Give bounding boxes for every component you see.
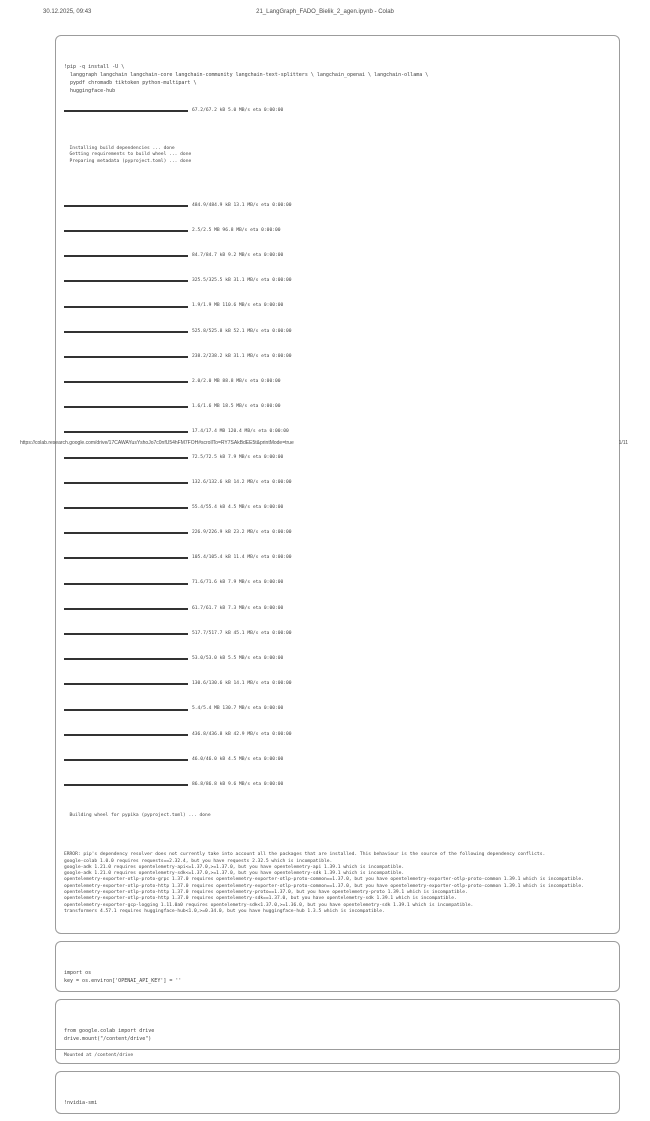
- progress-bar-row: [64, 253, 611, 259]
- progress-bar-row: [64, 203, 611, 209]
- progress-bar-row: [64, 480, 611, 486]
- pip-error-line: ERROR: pip's dependency resolver does not currently take into account all the packages that are installed. This behaviour is the source of the following dependency conflicts.: [64, 852, 546, 858]
- progress-bar: [64, 608, 188, 610]
- progress-text: 525.8/525.8 kB 52.1 MB/s eta 0:00:00: [192, 328, 292, 334]
- drive-mount-output: Mounted at /content/drive: [56, 1049, 619, 1063]
- progress-text: 238.2/238.2 kB 31.1 MB/s eta 0:00:00: [192, 353, 292, 359]
- progress-text: 517.7/517.7 kB 45.1 MB/s eta 0:00:00: [192, 630, 292, 636]
- pip-error-block: [64, 833, 611, 915]
- progress-bar: [64, 457, 188, 459]
- progress-bar-row: [64, 606, 611, 612]
- footer-url: https://colab.research.google.com/drive/17CAWAYusYshoJo7c0nfU54hFM7FOH#scrollTo=RY7SAkBdEE5t&printMode=true: [20, 440, 294, 446]
- progress-bar-row: [64, 530, 611, 536]
- progress-text: 484.9/484.9 kB 13.1 MB/s eta 0:00:00: [192, 202, 292, 208]
- code-line: pypdf chromadb tiktoken python-multipart \: [64, 79, 197, 86]
- progress-text: 61.7/61.7 kB 7.3 MB/s eta 0:00:00: [192, 605, 284, 611]
- progress-text: 46.0/46.0 kB 4.5 MB/s eta 0:00:00: [192, 756, 284, 762]
- progress-text: 71.6/71.6 kB 7.9 MB/s eta 0:00:00: [192, 580, 284, 586]
- progress-text: 84.7/84.7 kB 9.2 MB/s eta 0:00:00: [192, 253, 284, 258]
- progress-bar: [64, 205, 188, 207]
- progress-text: 1.6/1.6 MB 18.5 MB/s eta 0:00:00: [192, 404, 281, 410]
- progress-bar-row: [64, 505, 611, 511]
- progress-bar-row: [64, 631, 611, 637]
- pip-error-line: google-adk 1.21.0 requires opentelemetry-sdk<=1.37.0,>=1.37.0, but you have opentelemetry-sdk 1.39.1 which is incompatible.: [64, 871, 405, 877]
- progress-bar-row: [64, 757, 611, 763]
- code-line: import os: [64, 970, 92, 977]
- pip-output: [64, 96, 611, 928]
- code-line: langgraph langchain langchain-core langchain-community langchain-text-splitters \ langchain_openai \ langchain-ollama \: [64, 72, 429, 79]
- progress-bar-row: [64, 455, 611, 461]
- env-code: [64, 947, 611, 986]
- pip-error-line: google-colab 1.0.0 requires requests==2.32.4, but you have requests 2.32.5 which is incompatible.: [64, 858, 333, 864]
- progress-bar-row: [64, 404, 611, 410]
- pip-status-line: Getting requirements to build wheel ... done: [64, 152, 192, 158]
- progress-bar: [64, 683, 188, 685]
- code-cell-nvidia-smi: [55, 1071, 620, 1114]
- download-progress-list: [64, 177, 611, 800]
- progress-bar: [64, 557, 188, 559]
- progress-bar-row: [64, 580, 611, 586]
- progress-text: 55.4/55.4 kB 4.5 MB/s eta 0:00:00: [192, 504, 284, 510]
- progress-bar: [64, 709, 188, 711]
- code-line: drive.mount("/content/drive"): [64, 1035, 152, 1042]
- print-footer: [20, 440, 628, 446]
- pip-error-line: opentelemetry-exporter-otlp-proto-http 1.37.0 requires opentelemetry-exporter-otlp-proto-common==1.37.0, but you have opentelemetry-exporter-otlp-proto-common 1.39.1 which is incompatible.: [64, 883, 584, 889]
- progress-bar: [64, 507, 188, 509]
- progress-bar: [64, 583, 188, 585]
- progress-bar: [64, 406, 188, 408]
- progress-text: 325.5/325.5 kB 31.1 MB/s eta 0:00:00: [192, 278, 292, 284]
- progress-text: 1.9/1.9 MB 110.6 MB/s eta 0:00:00: [192, 303, 284, 309]
- progress-bar: [64, 734, 188, 736]
- progress-bar: [64, 381, 188, 383]
- pip-status-line: Preparing metadata (pyproject.toml) ... done: [64, 158, 192, 164]
- progress-bar-row: [64, 429, 611, 435]
- progress-bar: [64, 230, 188, 232]
- progress-bar-row: [64, 354, 611, 360]
- progress-text: 226.9/226.9 kB 23.2 MB/s eta 0:00:00: [192, 530, 292, 536]
- progress-bar: [64, 784, 188, 786]
- pip-status-lines: [64, 127, 611, 165]
- footer-page-number: 1/11: [618, 440, 628, 446]
- code-line: huggingface-hub: [64, 87, 116, 94]
- progress-bar: [64, 482, 188, 484]
- pip-status-line: Installing build dependencies ... done: [64, 145, 175, 151]
- progress-text: 130.6/130.6 kB 14.1 MB/s eta 0:00:00: [192, 681, 292, 687]
- progress-bar-row: [64, 656, 611, 662]
- notebook-page: [55, 35, 620, 1121]
- progress-bar-row: [64, 303, 611, 309]
- progress-bar-row: [64, 555, 611, 561]
- progress-bar: [64, 532, 188, 534]
- progress-bar: [64, 110, 188, 112]
- progress-text: 2.0/2.0 MB 88.8 MB/s eta 0:00:00: [192, 378, 281, 384]
- code-cell-env: [55, 941, 620, 992]
- progress-text: 72.5/72.5 kB 7.9 MB/s eta 0:00:00: [192, 454, 284, 460]
- progress-text: 436.8/436.8 kB 42.9 MB/s eta 0:00:00: [192, 731, 292, 737]
- code-cell-drive-mount: [55, 999, 620, 1064]
- progress-bar-row: [64, 379, 611, 385]
- print-title: 21_LangGraph_FADO_Bielik_2_agen.ipynb - Colab: [256, 9, 394, 15]
- pip-error-line: opentelemetry-exporter-otlp-proto-http 1.37.0 requires opentelemetry-proto==1.37.0, but you have opentelemetry-proto 1.39.1 which is incompatible.: [64, 889, 468, 895]
- progress-bar: [64, 431, 188, 433]
- progress-bar: [64, 255, 188, 257]
- nvidia-code: [64, 1077, 611, 1108]
- progress-bar-row: [64, 706, 611, 712]
- drive-code: [56, 1000, 619, 1049]
- progress-text: 86.8/86.8 kB 9.6 MB/s eta 0:00:00: [192, 781, 284, 787]
- progress-bar-row: [64, 278, 611, 284]
- progress-bar-row: [64, 782, 611, 788]
- progress-text: 105.4/105.4 kB 11.4 MB/s eta 0:00:00: [192, 555, 292, 561]
- progress-text: 67.2/67.2 kB 5.0 MB/s eta 0:00:00: [192, 108, 284, 114]
- pip-error-line: google-adk 1.21.0 requires opentelemetry-api<=1.37.0,>=1.37.0, but you have opentelemetry-api 1.39.1 which is incompatible.: [64, 864, 405, 870]
- pip-error-line: opentelemetry-exporter-otlp-proto-http 1.37.0 requires opentelemetry-sdk==1.37.0, but you have opentelemetry-sdk 1.39.1 which is incompatible.: [64, 896, 457, 902]
- progress-bar: [64, 633, 188, 635]
- progress-bar: [64, 331, 188, 333]
- progress-bar: [64, 306, 188, 308]
- progress-bar: [64, 759, 188, 761]
- building-wheel-line: Building wheel for pypika (pyproject.toml) ... done: [64, 813, 211, 819]
- pip-error-line: opentelemetry-exporter-otlp-proto-grpc 1.37.0 requires opentelemetry-exporter-otlp-proto-common==1.37.0, but you have opentelemetry-exporter-otlp-proto-common 1.39.1 which is incompatible.: [64, 877, 584, 883]
- progress-text: 2.5/2.5 MB 96.8 MB/s eta 0:00:00: [192, 227, 281, 233]
- progress-text: 53.0/53.0 kB 5.5 MB/s eta 0:00:00: [192, 656, 284, 661]
- progress-bar-row: [64, 228, 611, 234]
- progress-bar-row: [64, 108, 611, 114]
- progress-text: 5.4/5.4 MB 130.7 MB/s eta 0:00:00: [192, 706, 284, 712]
- progress-bar: [64, 658, 188, 660]
- progress-text: 132.6/132.6 kB 14.2 MB/s eta 0:00:00: [192, 479, 292, 485]
- pip-code: [64, 41, 611, 96]
- code-line: key = os.environ['OPENAI_API_KEY'] = '': [64, 977, 182, 984]
- pip-error-line: transformers 4.57.1 requires huggingface-hub<1.0,>=0.34.0, but you have huggingface-hub 1.3.5 which is incompatible.: [64, 908, 385, 914]
- progress-bar-row: [64, 681, 611, 687]
- progress-bar-row: [64, 329, 611, 335]
- progress-bar-row: [64, 732, 611, 738]
- code-line: !nvidia-smi: [64, 1100, 98, 1107]
- code-cell-pip-install: [55, 35, 620, 934]
- code-line: from google.colab import drive: [64, 1028, 155, 1035]
- pip-error-line: opentelemetry-exporter-gcp-logging 1.11.0a0 requires opentelemetry-sdk<1.37.0,>=1.36.0, but you have opentelemetry-sdk 1.39.1 which is incompatible.: [64, 902, 474, 908]
- print-header: [0, 9, 650, 19]
- progress-text: 17.4/17.4 MB 120.4 MB/s eta 0:00:00: [192, 429, 289, 435]
- print-datetime: 30.12.2025, 09:43: [43, 9, 92, 15]
- progress-bar: [64, 356, 188, 358]
- progress-bar: [64, 280, 188, 282]
- code-line: !pip -q install -U \: [64, 64, 125, 71]
